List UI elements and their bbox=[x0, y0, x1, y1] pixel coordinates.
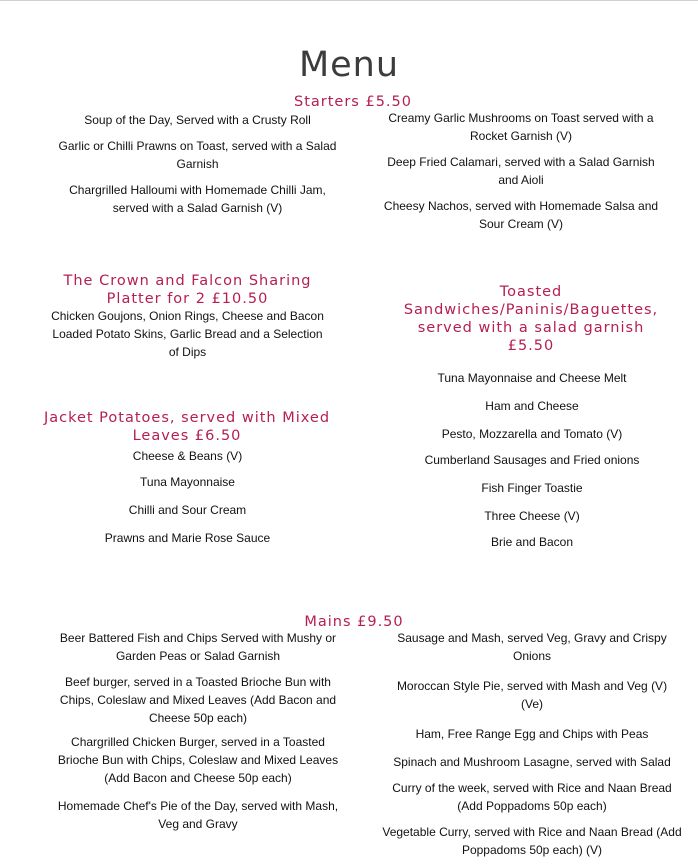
list-item: Sausage and Mash, served Veg, Gravy and Crispy Onions bbox=[397, 631, 667, 663]
list-item: Tuna Mayonnaise bbox=[140, 475, 235, 489]
mains-left-list bbox=[55, 1, 341, 865]
mains-heading: Mains £9.50 bbox=[304, 614, 404, 630]
jacket-potatoes-heading: Jacket Potatoes, served with Mixed Leaves £6.50 bbox=[43, 410, 331, 444]
list-item: Ham, Free Range Egg and Chips with Peas bbox=[415, 727, 649, 741]
list-item: Homemade Chef's Pie of the Day, served with Mash, Veg and Gravy bbox=[57, 799, 339, 831]
list-item: Creamy Garlic Mushrooms on Toast served with a Rocket Garnish (V) bbox=[388, 111, 654, 143]
list-item: Chargrilled Halloumi with Homemade Chilli Jam, served with a Salad Garnish (V) bbox=[69, 183, 326, 215]
list-item: Chilli and Sour Cream bbox=[128, 503, 247, 517]
list-item: Tuna Mayonnaise and Cheese Melt bbox=[437, 371, 627, 385]
list-item: Moroccan Style Pie, served with Mash and Veg (V) (Ve) bbox=[396, 679, 668, 711]
list-item: Ham and Cheese bbox=[485, 399, 579, 413]
list-item: Spinach and Mushroom Lasagne, served with Salad bbox=[393, 755, 671, 769]
list-item: Beer Battered Fish and Chips Served with Mushy or Garden Peas or Salad Garnish bbox=[59, 631, 337, 663]
list-item: Pesto, Mozzarella and Tomato (V) bbox=[441, 427, 623, 441]
toasted-heading: Toasted Sandwiches/Paninis/Baguettes, served with a salad garnish £5.50 bbox=[403, 284, 659, 354]
list-item: Cumberland Sausages and Fried onions bbox=[424, 453, 640, 467]
list-item: Prawns and Marie Rose Sauce bbox=[104, 531, 271, 545]
list-item: Chicken Goujons, Onion Rings, Cheese and Bacon Loaded Potato Skins, Garlic Bread and a Selection of Dips bbox=[51, 309, 324, 359]
list-item: Cheesy Nachos, served with Homemade Salsa and Sour Cream (V) bbox=[383, 199, 659, 231]
starters-heading: Starters £5.50 bbox=[294, 94, 412, 110]
list-item: Curry of the week, served with Rice and Naan Bread (Add Poppadoms 50p each) bbox=[392, 781, 672, 813]
list-item: Brie and Bacon bbox=[490, 535, 574, 549]
list-item: Chargrilled Chicken Burger, served in a Toasted Brioche Bun with Chips, Coleslaw and Mixed Leaves (Add Bacon and Cheese 50p each) bbox=[57, 735, 339, 785]
list-item: Soup of the Day, Served with a Crusty Roll bbox=[84, 113, 311, 127]
list-item: Deep Fried Calamari, served with a Salad Garnish and Aioli bbox=[387, 155, 655, 187]
list-item: Vegetable Curry, served with Rice and Naan Bread (Add Poppadoms 50p each) (V) bbox=[382, 825, 682, 857]
list-item: Garlic or Chilli Prawns on Toast, served with a Salad Garnish bbox=[58, 139, 337, 171]
menu-title: Menu bbox=[298, 45, 400, 85]
list-item: Cheese & Beans (V) bbox=[132, 449, 243, 463]
list-item: Beef burger, served in a Toasted Brioche Bun with Chips, Coleslaw and Mixed Leaves (Add Bacon and Cheese 50p each) bbox=[59, 675, 337, 725]
list-item: Fish Finger Toastie bbox=[481, 481, 583, 495]
mains-right-list bbox=[372, 1, 692, 865]
list-item: Three Cheese (V) bbox=[484, 509, 580, 523]
sharing-platter-heading: The Crown and Falcon Sharing Platter for 2 £10.50 bbox=[63, 273, 312, 307]
